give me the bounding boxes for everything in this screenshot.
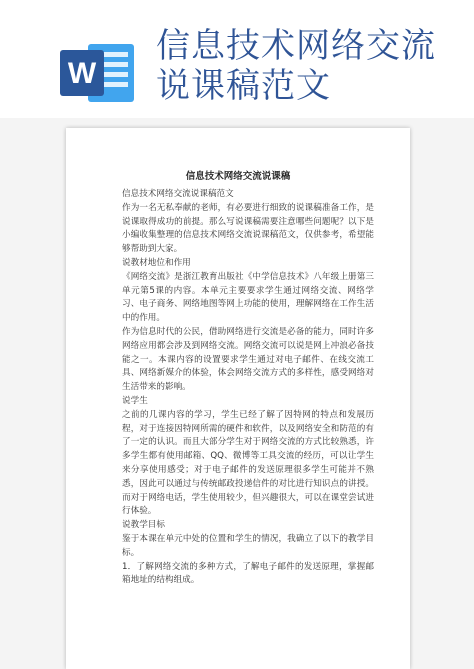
page-title-line2: 说课稿范文: [156, 66, 331, 106]
document-paragraph: 作为一名无私奉献的老师，有必要进行细致的说课稿准备工作，是说课取得成功的前提。那么写说课稿需要注意哪些问题呢？以下是小编收集整理的信息技术网络交流说课稿范文，仅供参考，希望能够帮助到大家。: [122, 202, 374, 255]
document-page: [66, 128, 410, 669]
page-title-line1: 信息技术网络交流: [156, 26, 436, 66]
document-paragraph: 1．了解网络交流的多种方式，了解电子邮件的发送原理，掌握邮箱地址的结构组成。: [122, 561, 374, 586]
section-heading: 说学生: [122, 395, 148, 406]
document-title: 信息技术网络交流说课稿: [185, 171, 291, 182]
section-heading: 说教材地位和作用: [122, 257, 191, 268]
svg-text:W: W: [67, 57, 97, 90]
document-body: [112, 188, 374, 588]
section-heading: 说教学目标: [122, 520, 165, 531]
document-paragraph: 之前的几课内容的学习，学生已经了解了因特网的特点和发展历程，对于连接因特网所需的硬件和软件，以及网络安全和防范的有了一定的认识。而且大部分学生对于网络交流的方式比较熟悉，许多学生都有使用邮箱、QQ、微博等工具交流的经历，可以让学生来分享使用感受；对于电子邮件的发送原理很多学生可能并不熟悉，因此可以通过与传统邮政投递信件的对比进行知识点的讲授。而对于网络电话，学生使用较少，但兴趣很大，可以在课堂尝试进行体验。: [122, 409, 374, 517]
document-paragraph: 鉴于本课在单元中处的位置和学生的情况，我确立了以下的教学目标。: [122, 533, 374, 558]
page-header: [0, 0, 474, 120]
document-paragraph: 《网络交流》是浙江教育出版社《中学信息技术》八年级上册第三单元第5课的内容。本单元主要要求学生通过网络交流、网络学习、电子商务、网络地图等网上功能的使用，理解网络在工作生活中的作用。: [122, 271, 374, 324]
word-document-icon: [58, 38, 138, 108]
document-paragraph: 信息技术网络交流说课稿范文: [122, 189, 234, 199]
document-paragraph: 作为信息时代的公民，借助网络进行交流是必备的能力，同时许多网络应用都会涉及到网络交流。网络交流可以说是网上冲浪必备技能之一。本课内容的设置要求学生通过对电子邮件、在线交流工具、网络新媒介的体验，体会网络交流方式的多样性，感受网络对生活带来的影响。: [122, 326, 374, 393]
